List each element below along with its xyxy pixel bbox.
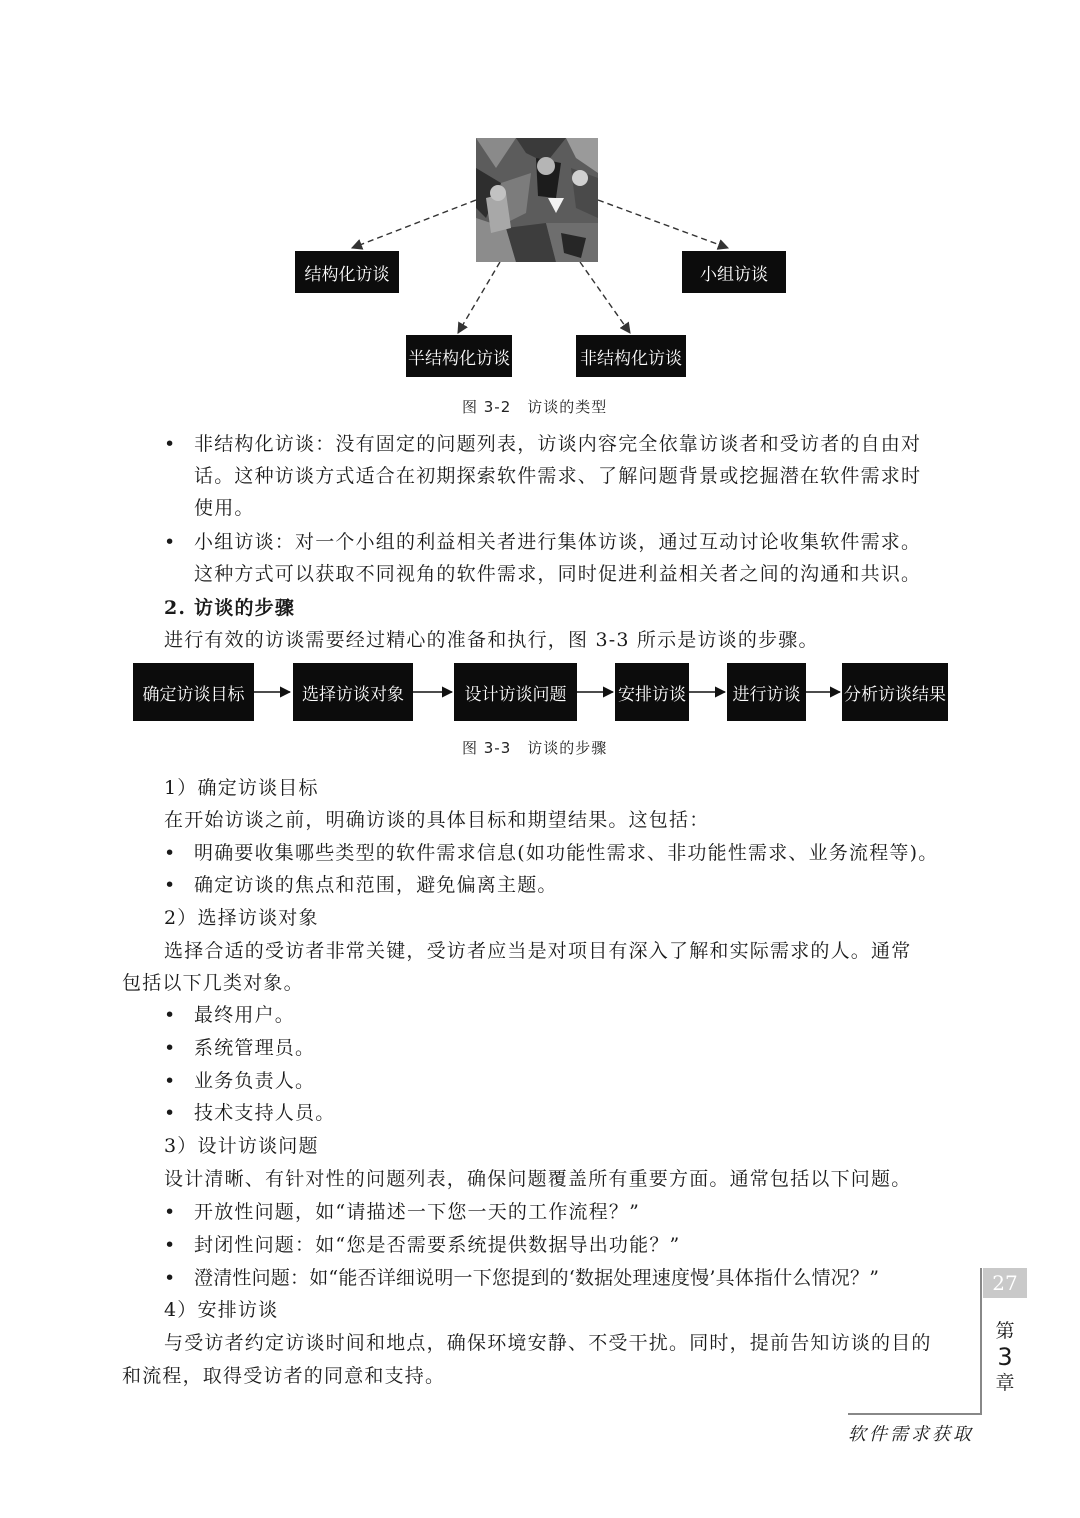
bullet-item — [164, 1229, 974, 1261]
bullet-icon: • — [164, 1004, 177, 1026]
flow-step-3: 设计访谈问题 — [454, 663, 577, 721]
bullet-text: 开放性问题，如“请描述一下您一天的工作流程？” — [194, 1201, 641, 1223]
bullet-text: 业务负责人。 — [194, 1070, 316, 1092]
meeting-photo-image — [476, 138, 598, 262]
bullet-text: 明确要收集哪些类型的软件需求信息(如功能性需求、非功能性需求、业务流程等)。 — [194, 842, 939, 864]
flow-step-1: 确定访谈目标 — [133, 663, 254, 721]
bullet-icon: • — [164, 1037, 177, 1059]
paragraph: 与受访者约定访谈时间和地点，确保环境安静、不受干扰。同时，提前告知访谈的目的 — [164, 1332, 932, 1354]
bullet-item — [164, 1065, 974, 1097]
text-line: 使用。 — [194, 497, 255, 519]
bullet-text: 确定访谈的焦点和范围，避免偏离主题。 — [194, 874, 558, 896]
paragraph: 设计清晰、有针对性的问题列表，确保问题覆盖所有重要方面。通常包括以下问题。 — [164, 1168, 912, 1190]
text-line: 话。这种访谈方式适合在初期探索软件需求、了解问题背景或挖掘潜在软件需求时 — [194, 465, 922, 487]
section-heading: 2. 访谈的步骤 — [164, 597, 296, 619]
bullet-text: 澄清性问题：如“能否详细说明一下您提到的‘数据处理速度慢’具体指什么情况？” — [194, 1267, 880, 1289]
bullet-text: 最终用户。 — [194, 1004, 296, 1026]
chapter-label-top: 第 — [995, 1320, 1015, 1342]
paragraph: 在开始访谈之前，明确访谈的具体目标和期望结果。这包括： — [164, 809, 710, 831]
box-semi-structured-interview: 半结构化访谈 — [406, 335, 512, 377]
bullet-icon: • — [164, 433, 177, 455]
paragraph: 选择合适的受访者非常关键，受访者应当是对项目有深入了解和实际需求的人。通常 — [164, 940, 912, 962]
paragraph: 和流程，取得受访者的同意和支持。 — [122, 1365, 446, 1387]
page-number: 27 — [983, 1268, 1027, 1298]
bullet-item — [164, 1097, 974, 1129]
bullet-item — [164, 1196, 974, 1228]
figure-caption: 图 3-2 访谈的类型 — [462, 398, 608, 416]
arrow-unstructured — [580, 262, 630, 333]
flow-step-4: 安排访谈 — [615, 663, 689, 721]
bullet-icon: • — [164, 1234, 177, 1256]
bullet-icon: • — [164, 1102, 177, 1124]
bullet-icon: • — [164, 531, 177, 553]
bullet-text — [194, 428, 974, 524]
bullet-icon: • — [164, 1267, 177, 1289]
bullet-icon: • — [164, 874, 177, 896]
bullet-item — [164, 837, 974, 869]
flow-step-5: 进行访谈 — [727, 663, 806, 721]
arrow-semi — [458, 262, 500, 333]
figure-caption: 图 3-3 访谈的步骤 — [462, 739, 608, 757]
step-title: 2）选择访谈对象 — [164, 907, 319, 929]
bullet-text: 系统管理员。 — [194, 1037, 316, 1059]
chapter-label-bottom: 章 — [995, 1372, 1015, 1394]
chapter-marker — [986, 1318, 1024, 1396]
bullet-icon: • — [164, 1070, 177, 1092]
bullet-item — [164, 428, 974, 524]
box-structured-interview: 结构化访谈 — [295, 251, 399, 293]
meeting-photo-graphic — [476, 138, 598, 262]
chapter-number: 3 — [997, 1343, 1013, 1371]
box-unstructured-interview: 非结构化访谈 — [576, 335, 686, 377]
paragraph: 包括以下几类对象。 — [122, 972, 304, 994]
tab-divider-horizontal — [848, 1413, 982, 1415]
step-title: 4）安排访谈 — [164, 1299, 279, 1321]
bullet-item — [164, 999, 974, 1031]
text-line: 小组访谈：对一个小组的利益相关者进行集体访谈，通过互动讨论收集软件需求。 — [194, 531, 922, 553]
paragraph: 进行有效的访谈需要经过精心的准备和执行，图 3-3 所示是访谈的步骤。 — [164, 629, 819, 651]
box-group-interview: 小组访谈 — [682, 251, 786, 293]
bullet-text: 封闭性问题：如“您是否需要系统提供数据导出功能？” — [194, 1234, 681, 1256]
bullet-icon: • — [164, 1201, 177, 1223]
flow-step-2: 选择访谈对象 — [293, 663, 413, 721]
text-line: 非结构化访谈：没有固定的问题列表，访谈内容完全依靠访谈者和受访者的自由对 — [194, 433, 922, 455]
bullet-item — [164, 526, 974, 590]
bullet-text: 技术支持人员。 — [194, 1102, 336, 1124]
flow-step-6: 分析访谈结果 — [842, 663, 948, 721]
running-title: 软件需求获取 — [848, 1424, 974, 1445]
bullet-text — [194, 526, 974, 590]
arrow-group — [598, 200, 728, 248]
bullet-item — [164, 1262, 974, 1294]
arrow-structured — [352, 200, 476, 248]
bullet-icon: • — [164, 842, 177, 864]
tab-divider-vertical — [980, 1268, 982, 1414]
bullet-item — [164, 1032, 974, 1064]
figure-interview-types — [0, 0, 1080, 420]
step-title: 3）设计访谈问题 — [164, 1135, 319, 1157]
step-title: 1）确定访谈目标 — [164, 777, 319, 799]
text-line: 这种方式可以获取不同视角的软件需求，同时促进利益相关者之间的沟通和共识。 — [194, 563, 922, 585]
bullet-item — [164, 869, 974, 901]
